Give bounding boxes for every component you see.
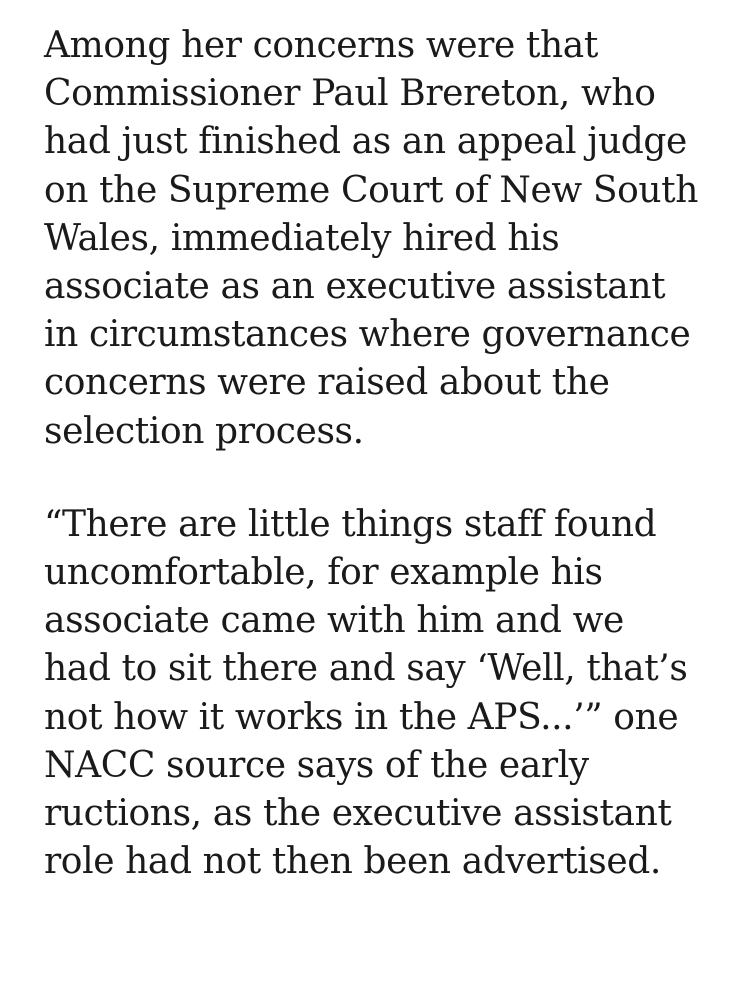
text-line: role had not then been advertised. [44,841,661,883]
text-line: in circumstances where governance [44,314,691,356]
text-line: not how it works in the APS...’” one [44,696,679,738]
text-line: associate as an executive assistant [44,266,666,308]
text-line: had just finished as an appeal judge [44,121,687,163]
paragraph-concerns [44,22,734,456]
text-line: Among her concerns were that [44,25,598,66]
paragraph-quote [44,501,734,887]
text-line: ructions, as the executive assistant [44,793,672,835]
text-line: Commissioner Paul Brereton, who [44,73,656,115]
text-line: concerns were raised about the [44,362,610,404]
text-line: associate came with him and we [44,600,624,642]
text-line: “There are little things staff found [44,503,657,545]
text-line: had to sit there and say ‘Well, that’s [44,648,688,690]
text-line: Wales, immediately hired his [44,217,560,259]
text-line: selection process. [44,410,364,452]
article-body [44,22,734,886]
text-line: NACC source says of the early [44,744,589,786]
text-line: on the Supreme Court of New South [44,169,698,211]
text-line: uncomfortable, for example his [44,552,603,594]
